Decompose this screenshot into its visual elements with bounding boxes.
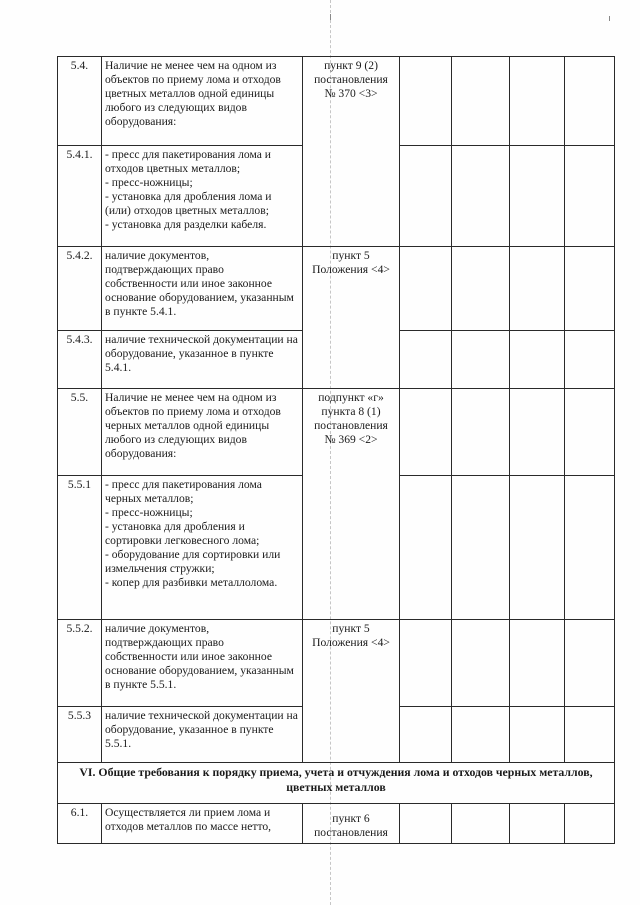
answer-cell bbox=[565, 707, 615, 763]
item-number: 5.4. bbox=[58, 57, 102, 146]
answer-cell bbox=[400, 146, 452, 247]
answer-cell bbox=[400, 804, 452, 844]
answer-cell bbox=[510, 804, 565, 844]
item-number: 5.5.3 bbox=[58, 707, 102, 763]
answer-cell bbox=[400, 331, 452, 389]
answer-cell bbox=[452, 331, 510, 389]
item-number: 5.4.2. bbox=[58, 247, 102, 331]
answer-cell bbox=[452, 476, 510, 620]
checklist-table bbox=[57, 56, 615, 844]
answer-cell bbox=[510, 620, 565, 707]
item-number: 5.5.2. bbox=[58, 620, 102, 707]
answer-cell bbox=[510, 57, 565, 146]
table-row bbox=[58, 389, 615, 476]
item-number: 6.1. bbox=[58, 804, 102, 844]
legal-reference: пункт 5 Положения <4> bbox=[303, 620, 400, 763]
answer-cell bbox=[565, 247, 615, 331]
answer-cell bbox=[452, 620, 510, 707]
answer-cell bbox=[452, 146, 510, 247]
table-row bbox=[58, 57, 615, 146]
item-text: наличие технической документации на оборудование, указанное в пункте 5.5.1. bbox=[102, 707, 303, 763]
answer-cell bbox=[452, 247, 510, 331]
section-heading: VI. Общие требования к порядку приема, учета и отчуждения лома и отходов черных металлов, цветных металлов bbox=[58, 763, 615, 804]
answer-cell bbox=[400, 707, 452, 763]
answer-cell bbox=[510, 707, 565, 763]
answer-cell bbox=[510, 476, 565, 620]
answer-cell bbox=[565, 331, 615, 389]
answer-cell bbox=[510, 146, 565, 247]
legal-reference: пункт 6 постановления bbox=[303, 804, 400, 844]
answer-cell bbox=[400, 57, 452, 146]
scan-speck bbox=[330, 14, 331, 20]
item-number: 5.4.1. bbox=[58, 146, 102, 247]
answer-cell bbox=[400, 620, 452, 707]
answer-cell bbox=[510, 389, 565, 476]
item-number: 5.5. bbox=[58, 389, 102, 476]
answer-cell bbox=[565, 476, 615, 620]
answer-cell bbox=[452, 804, 510, 844]
answer-cell bbox=[452, 57, 510, 146]
item-text: Наличие не менее чем на одном из объектов по приему лома и отходов черных металлов одной единицы любого из следующих видов оборудования: bbox=[102, 389, 303, 476]
answer-cell bbox=[400, 476, 452, 620]
item-text: наличие технической документации на оборудование, указанное в пункте 5.4.1. bbox=[102, 331, 303, 389]
answer-cell bbox=[565, 389, 615, 476]
item-text: - пресс для пакетирования лома и отходов цветных металлов; - пресс-ножницы; - установка для дробления лома и (или) отходов цветных металлов; - установка для разделки кабеля. bbox=[102, 146, 303, 247]
item-number: 5.5.1 bbox=[58, 476, 102, 620]
table-row bbox=[58, 620, 615, 707]
table-row bbox=[58, 804, 615, 844]
answer-cell bbox=[452, 707, 510, 763]
item-number: 5.4.3. bbox=[58, 331, 102, 389]
answer-cell bbox=[565, 804, 615, 844]
answer-cell bbox=[565, 57, 615, 146]
answer-cell bbox=[400, 389, 452, 476]
item-text: Наличие не менее чем на одном из объектов по приему лома и отходов цветных металлов одной единицы любого из следующих видов оборудования: bbox=[102, 57, 303, 146]
answer-cell bbox=[452, 389, 510, 476]
answer-cell bbox=[400, 247, 452, 331]
item-text: наличие документов, подтверждающих право собственности или иное законное основание оборудованием, указанным в пункте 5.5.1. bbox=[102, 620, 303, 707]
item-text: - пресс для пакетирования лома черных металлов; - пресс-ножницы; - установка для дробления и сортировки легковесного лома; - оборудование для сортировки или измельчения стружки; - копер для разбивки металлолома. bbox=[102, 476, 303, 620]
table-row bbox=[58, 247, 615, 331]
item-text: Осуществляется ли прием лома и отходов металлов по массе нетто, bbox=[102, 804, 303, 844]
answer-cell bbox=[510, 247, 565, 331]
legal-reference: пункт 5 Положения <4> bbox=[303, 247, 400, 389]
answer-cell bbox=[565, 146, 615, 247]
answer-cell bbox=[510, 331, 565, 389]
legal-reference: пункт 9 (2) постановления № 370 <3> bbox=[303, 57, 400, 247]
section-heading-row bbox=[58, 763, 615, 804]
legal-reference: подпункт «г» пункта 8 (1) постановления № 369 <2> bbox=[303, 389, 400, 620]
answer-cell bbox=[565, 620, 615, 707]
item-text: наличие документов, подтверждающих право собственности или иное законное основание оборудованием, указанным в пункте 5.4.1. bbox=[102, 247, 303, 331]
scan-speck bbox=[609, 16, 610, 21]
